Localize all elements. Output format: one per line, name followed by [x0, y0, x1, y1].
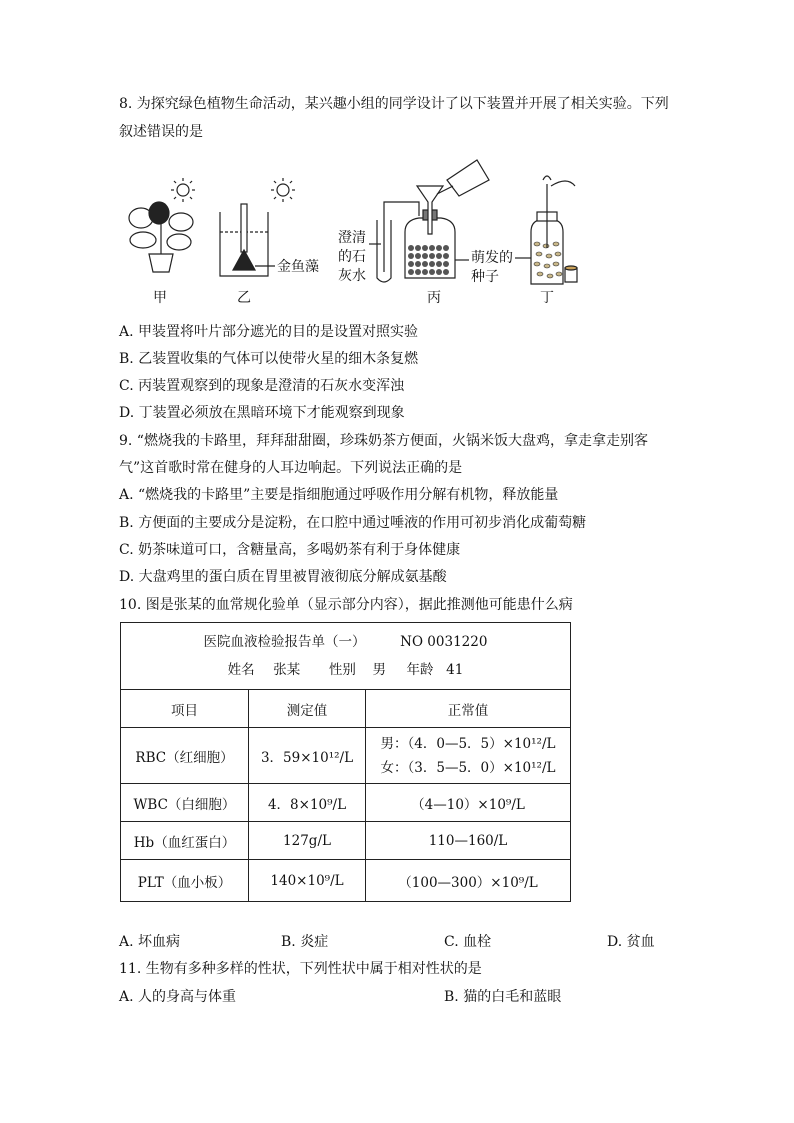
wbc-item: WBC（白细胞）: [121, 784, 249, 822]
q9-option-b: B. 方便面的主要成分是淀粉，在口腔中通过唾液的作用可初步消化成葡萄糖: [119, 515, 587, 531]
rbc-normal-female: 女：（3．5—5．0）×10¹²/L: [380, 759, 556, 776]
q8-figure: [119, 150, 589, 315]
table-row: [121, 690, 571, 728]
limewater-label-1: 澄清: [338, 230, 366, 246]
q10-stem: 10. 图是张某的血常规化验单（显示部分内容），据此推测他可能患什么病: [119, 597, 573, 613]
figure-label-jia: 甲: [153, 290, 167, 306]
plt-normal: （100—300）×10⁹/L: [366, 860, 571, 902]
q10-option-b: B. 炎症: [281, 934, 329, 950]
q9-option-a: A. “燃烧我的卡路里”主要是指细胞通过呼吸作用分解有机物，释放能量: [119, 487, 559, 503]
report-header-row: [121, 623, 571, 690]
age-value: 41: [446, 662, 464, 678]
col-header-measured: 测定值: [249, 690, 366, 728]
q11-option-b: B. 猫的白毛和蓝眼: [444, 989, 562, 1005]
seeds-label-1: 萌发的: [471, 250, 513, 266]
seeds-label-2: 种子: [471, 269, 499, 285]
rbc-normal-male: 男：（4．0—5．5）×10¹²/L: [380, 735, 556, 752]
q10-option-a: A. 坏血病: [119, 934, 181, 950]
rbc-normal: [366, 728, 571, 784]
q9-option-c: C. 奶茶味道可口，含糖量高，多喝奶茶有利于身体健康: [119, 542, 461, 558]
report-header: [121, 623, 571, 690]
seed-jar-icon: [515, 176, 577, 284]
q9-stem-line2: 气”这首歌时常在健身的人耳边响起。下列说法正确的是: [119, 460, 463, 476]
goldfish-algae-label: 金鱼藻: [277, 259, 319, 275]
report-title: 医院血液检验报告单（一）: [203, 634, 366, 650]
table-row: [121, 860, 571, 902]
table-row: [121, 784, 571, 822]
table-row: [121, 728, 571, 784]
q9-stem-line1: 9. “燃烧我的卡路里，拜拜甜甜圈，珍珠奶茶方便面，火锅米饭大盘鸡，拿走拿走别客: [119, 433, 648, 449]
q8-option-a: A. 甲装置将叶片部分遮光的目的是设置对照实验: [119, 324, 419, 340]
figure-label-yi: 乙: [237, 290, 251, 306]
hb-item: Hb（血红蛋白）: [121, 822, 249, 860]
sun-icon-2: [271, 178, 295, 202]
table-row: [121, 822, 571, 860]
hb-measured: 127g/L: [249, 822, 366, 860]
name-value: 张某: [273, 662, 301, 678]
potted-plant-icon: [129, 202, 193, 272]
report-number: NO 0031220: [400, 634, 488, 650]
sex-label: 性别: [328, 662, 356, 678]
q10-option-d: D. 贫血: [607, 934, 655, 950]
rbc-measured: 3．59×10¹²/L: [249, 728, 366, 784]
col-header-normal: 正常值: [366, 690, 571, 728]
beaker-icon: [220, 204, 275, 276]
limewater-label-2: 的石: [338, 249, 366, 265]
q8-option-c: C. 丙装置观察到的现象是澄清的石灰水变浑浊: [119, 378, 405, 394]
plt-item: PLT（血小板）: [121, 860, 249, 902]
name-label: 姓名: [227, 662, 255, 678]
q8-stem-line2: 叙述错误的是: [119, 124, 203, 140]
q10-option-c: C. 血栓: [444, 934, 492, 950]
sex-value: 男: [372, 662, 386, 678]
q8-stem-line1: 8. 为探究绿色植物生命活动，某兴趣小组的同学设计了以下装置并开展了相关实验。下列: [119, 96, 669, 112]
sun-icon: [171, 178, 195, 202]
figure-label-ding: 丁: [540, 290, 554, 306]
col-header-item: 项目: [121, 690, 249, 728]
wbc-normal: （4—10）×10⁹/L: [366, 784, 571, 822]
limewater-label-3: 灰水: [338, 268, 366, 284]
hb-normal: 110—160/L: [366, 822, 571, 860]
q9-option-d: D. 大盘鸡里的蛋白质在胃里被胃液彻底分解成氨基酸: [119, 569, 447, 585]
figure-label-bing: 丙: [427, 290, 441, 306]
blood-test-report: [120, 622, 571, 902]
age-label: 年龄: [406, 662, 434, 678]
q8-option-b: B. 乙装置收集的气体可以使带火星的细木条复燃: [119, 351, 419, 367]
q11-stem: 11. 生物有多种多样的性状，下列性状中属于相对性状的是: [119, 961, 482, 977]
rbc-item: RBC（红细胞）: [121, 728, 249, 784]
q11-option-a: A. 人的身高与体重: [119, 989, 237, 1005]
plt-measured: 140×10⁹/L: [249, 860, 366, 902]
wbc-measured: 4．8×10⁹/L: [249, 784, 366, 822]
q8-option-d: D. 丁装置必须放在黑暗环境下才能观察到现象: [119, 405, 405, 421]
